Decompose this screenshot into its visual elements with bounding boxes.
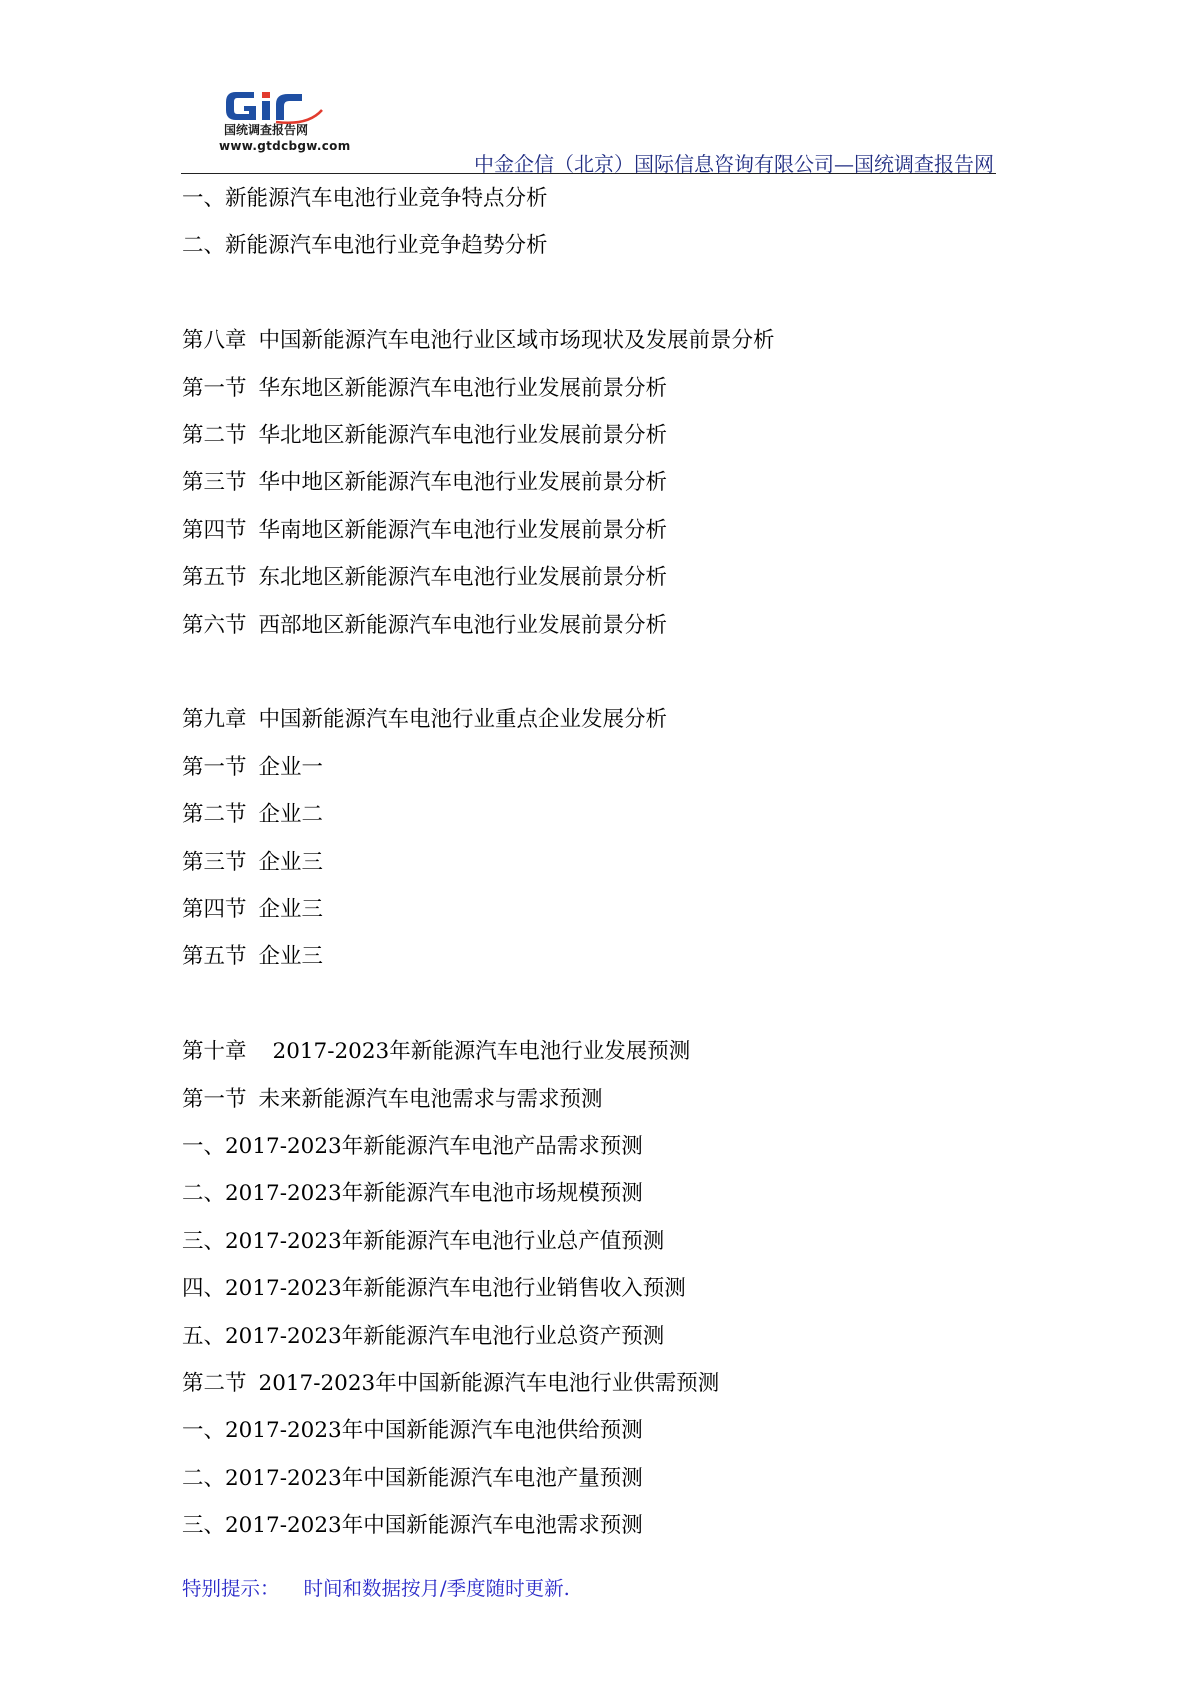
logo-text: 国统调查报告网 — [224, 123, 309, 137]
toc-line: 第三节 华中地区新能源汽车电池行业发展前景分析 — [182, 470, 668, 496]
toc-line: 第十章 2017-2023年新能源汽车电池行业发展预测 — [182, 1039, 691, 1065]
toc-line: 一、新能源汽车电池行业竞争特点分析 — [182, 186, 548, 211]
note-text: 时间和数据按月/季度随时更新. — [303, 1577, 570, 1600]
toc-line: 第二节 华北地区新能源汽车电池行业发展前景分析 — [182, 423, 668, 448]
toc-line: 一、2017-2023年中国新能源汽车电池供给预测 — [182, 1418, 643, 1444]
toc-line: 三、2017-2023年中国新能源汽车电池需求预测 — [182, 1513, 643, 1539]
toc-line: 第三节 企业三 — [182, 849, 324, 875]
toc-line: 第五节 企业三 — [182, 944, 324, 970]
toc-line: 第五节 东北地区新能源汽车电池行业发展前景分析 — [182, 565, 668, 591]
toc-line: 第二节 2017-2023年中国新能源汽车电池行业供需预测 — [182, 1371, 720, 1396]
header-divider — [181, 173, 996, 174]
toc-line: 第四节 华南地区新能源汽车电池行业发展前景分析 — [182, 517, 668, 543]
toc-line: 第八章 中国新能源汽车电池行业区域市场现状及发展前景分析 — [182, 328, 775, 354]
toc-line: 第二节 企业二 — [182, 802, 324, 828]
company-name: 中金企信（北京）国际信息咨询有限公司—国统调查报告网 — [474, 152, 994, 176]
toc-line: 第一节 企业一 — [182, 754, 324, 780]
toc-line: 第四节 企业三 — [182, 897, 324, 922]
note-label: 特别提示： — [182, 1577, 280, 1600]
toc-line: 二、2017-2023年新能源汽车电池市场规模预测 — [182, 1181, 643, 1207]
toc-line: 第一节 华东地区新能源汽车电池行业发展前景分析 — [182, 375, 668, 401]
toc-line: 三、2017-2023年新能源汽车电池行业总产值预测 — [182, 1228, 665, 1254]
toc-line: 二、新能源汽车电池行业竞争趋势分析 — [182, 233, 548, 259]
toc-line: 第九章 中国新能源汽车电池行业重点企业发展分析 — [182, 707, 668, 733]
toc-line: 一、2017-2023年新能源汽车电池产品需求预测 — [182, 1134, 643, 1159]
toc-line: 五、2017-2023年新能源汽车电池行业总资产预测 — [182, 1323, 665, 1349]
toc-line: 第六节 西部地区新能源汽车电池行业发展前景分析 — [182, 612, 668, 638]
toc-line: 第一节 未来新能源汽车电池需求与需求预测 — [182, 1086, 603, 1112]
logo-url: www.gtdcbgw.com — [219, 139, 351, 153]
toc-line: 二、2017-2023年中国新能源汽车电池产量预测 — [182, 1465, 643, 1491]
toc-line: 四、2017-2023年新能源汽车电池行业销售收入预测 — [182, 1276, 686, 1302]
update-note — [182, 1573, 570, 1601]
